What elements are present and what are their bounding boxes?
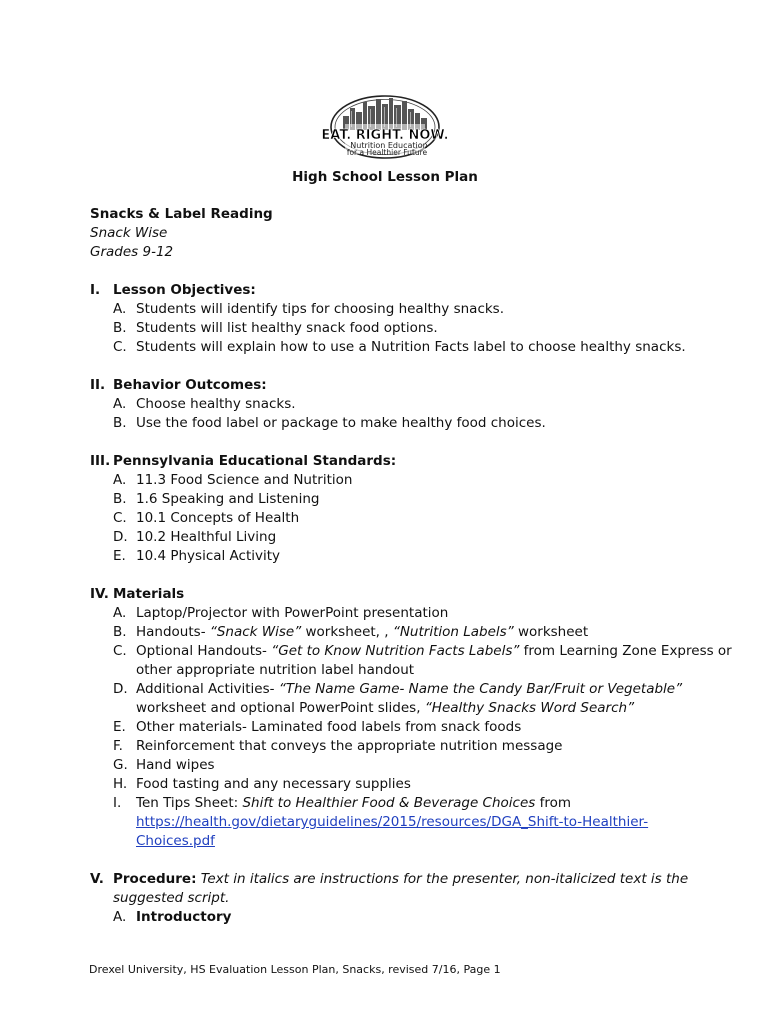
item-text: from: [535, 795, 572, 811]
item-text: 10.2 Healthful Living: [136, 529, 277, 545]
list-item: [113, 490, 320, 509]
list-item: [113, 680, 682, 699]
item-text: 10.1 Concepts of Health: [136, 510, 300, 526]
list-item: [113, 604, 448, 623]
ten-tips-link-continuation[interactable]: Choices.pdf: [136, 833, 215, 849]
logo-line3: for a Healthier Future: [346, 148, 428, 157]
item-text: Handouts-: [136, 624, 210, 640]
section-numeral: IV.: [90, 586, 109, 602]
item-text: 11.3 Food Science and Nutrition: [136, 472, 353, 488]
page-footer: Drexel University, HS Evaluation Lesson Plan, Snacks, revised 7/16, Page 1: [89, 963, 501, 976]
item-text-italic: “Snack Wise”: [209, 624, 302, 640]
item-letter: A.: [113, 472, 127, 488]
section-objectives-heading: [90, 281, 256, 300]
list-item: [113, 528, 276, 547]
list-item: [113, 547, 280, 566]
item-text: Use the food label or package to make healthy food choices.: [136, 415, 546, 431]
list-item: [113, 414, 546, 433]
item-text: Reinforcement that conveys the appropriate nutrition message: [136, 738, 563, 754]
item-text: Laptop/Projector with PowerPoint presentation: [136, 605, 449, 621]
item-letter: H.: [113, 776, 128, 792]
section-numeral: V.: [90, 871, 104, 887]
item-letter: B.: [113, 491, 127, 507]
procedure-note-continuation: suggested script.: [113, 890, 230, 906]
item-text: Students will identify tips for choosing healthy snacks.: [136, 301, 505, 317]
item-letter: C.: [113, 510, 127, 526]
item-letter: B.: [113, 415, 127, 431]
list-item-continuation: [136, 699, 634, 718]
document-title: High School Lesson Plan: [292, 169, 478, 185]
item-text-italic: Shift to Healthier Food & Beverage Choices: [242, 795, 536, 811]
item-letter: D.: [113, 681, 128, 697]
item-text-italic: “Healthy Snacks Word Search”: [424, 700, 635, 716]
section-heading: Procedure:: [113, 871, 197, 887]
item-text-italic: “Nutrition Labels”: [392, 624, 514, 640]
list-item-continuation: other appropriate nutrition label handout: [136, 662, 415, 678]
section-procedure-heading: [90, 870, 688, 889]
logo-line2: Nutrition Education: [350, 141, 428, 150]
list-item: [113, 642, 732, 661]
list-item: [113, 908, 231, 927]
section-heading: Materials: [113, 586, 185, 602]
item-text: Students will list healthy snack food options.: [136, 320, 438, 336]
item-letter: A.: [113, 605, 127, 621]
item-letter: A.: [113, 909, 127, 925]
item-text: worksheet, ,: [301, 624, 393, 640]
item-text: from Learning Zone Express or: [519, 643, 732, 659]
item-letter: C.: [113, 339, 127, 355]
list-item: [113, 509, 299, 528]
lesson-subtitle: Snack Wise: [90, 225, 168, 241]
section-numeral: I.: [90, 282, 101, 298]
item-text: Choose healthy snacks.: [136, 396, 296, 412]
item-text-italic: “Get to Know Nutrition Facts Labels”: [271, 643, 520, 659]
item-text: worksheet: [513, 624, 589, 640]
eat-right-now-logo: [321, 94, 449, 160]
item-text: worksheet and optional PowerPoint slides,: [136, 700, 425, 716]
list-item: [113, 338, 686, 357]
item-letter: F.: [113, 738, 123, 754]
list-item: [113, 300, 504, 319]
list-item: [113, 471, 352, 490]
list-item: [113, 718, 521, 737]
item-letter: E.: [113, 548, 126, 564]
item-letter: A.: [113, 301, 127, 317]
list-item: [113, 794, 571, 813]
item-text: 1.6 Speaking and Listening: [136, 491, 320, 507]
section-heading: Behavior Outcomes:: [113, 377, 267, 393]
item-text: Additional Activities-: [136, 681, 279, 697]
ten-tips-link[interactable]: https://health.gov/dietaryguidelines/2015/resources/DGA_Shift-to-Healthier-: [136, 814, 649, 830]
section-standards-heading: [90, 452, 396, 471]
lesson-title: Snacks & Label Reading: [90, 206, 273, 222]
section-materials-heading: [90, 585, 184, 604]
item-text: Students will explain how to use a Nutrition Facts label to choose healthy snacks.: [136, 339, 686, 355]
item-letter: G.: [113, 757, 128, 773]
list-item: [113, 395, 296, 414]
item-text: Optional Handouts-: [136, 643, 272, 659]
section-numeral: III.: [90, 453, 111, 469]
item-text: Food tasting and any necessary supplies: [136, 776, 411, 792]
list-item: [113, 319, 438, 338]
item-letter: D.: [113, 529, 128, 545]
item-text: Ten Tips Sheet:: [136, 795, 243, 811]
list-item: [113, 775, 411, 794]
item-text-italic: “The Name Game- Name the Candy Bar/Fruit or Vegetable”: [278, 681, 683, 697]
procedure-note: Text in italics are instructions for the presenter, non-italicized text is the: [196, 871, 689, 887]
item-letter: E.: [113, 719, 126, 735]
item-letter: C.: [113, 643, 127, 659]
lesson-grades: Grades 9-12: [90, 244, 174, 260]
logo-line1: EAT. RIGHT. NOW.: [321, 128, 449, 143]
section-heading: Pennsylvania Educational Standards:: [113, 453, 397, 469]
section-behavior-heading: [90, 376, 267, 395]
item-letter: B.: [113, 624, 127, 640]
section-heading: Lesson Objectives:: [113, 282, 256, 298]
section-numeral: II.: [90, 377, 106, 393]
item-text: Other materials- Laminated food labels from snack foods: [136, 719, 522, 735]
item-text: Introductory: [136, 909, 232, 925]
item-text: Hand wipes: [136, 757, 215, 773]
list-item: [113, 623, 588, 642]
list-item: [113, 737, 562, 756]
list-item: [113, 756, 215, 775]
item-letter: B.: [113, 320, 127, 336]
item-letter: A.: [113, 396, 127, 412]
item-letter: I.: [113, 795, 122, 811]
item-text: 10.4 Physical Activity: [136, 548, 281, 564]
